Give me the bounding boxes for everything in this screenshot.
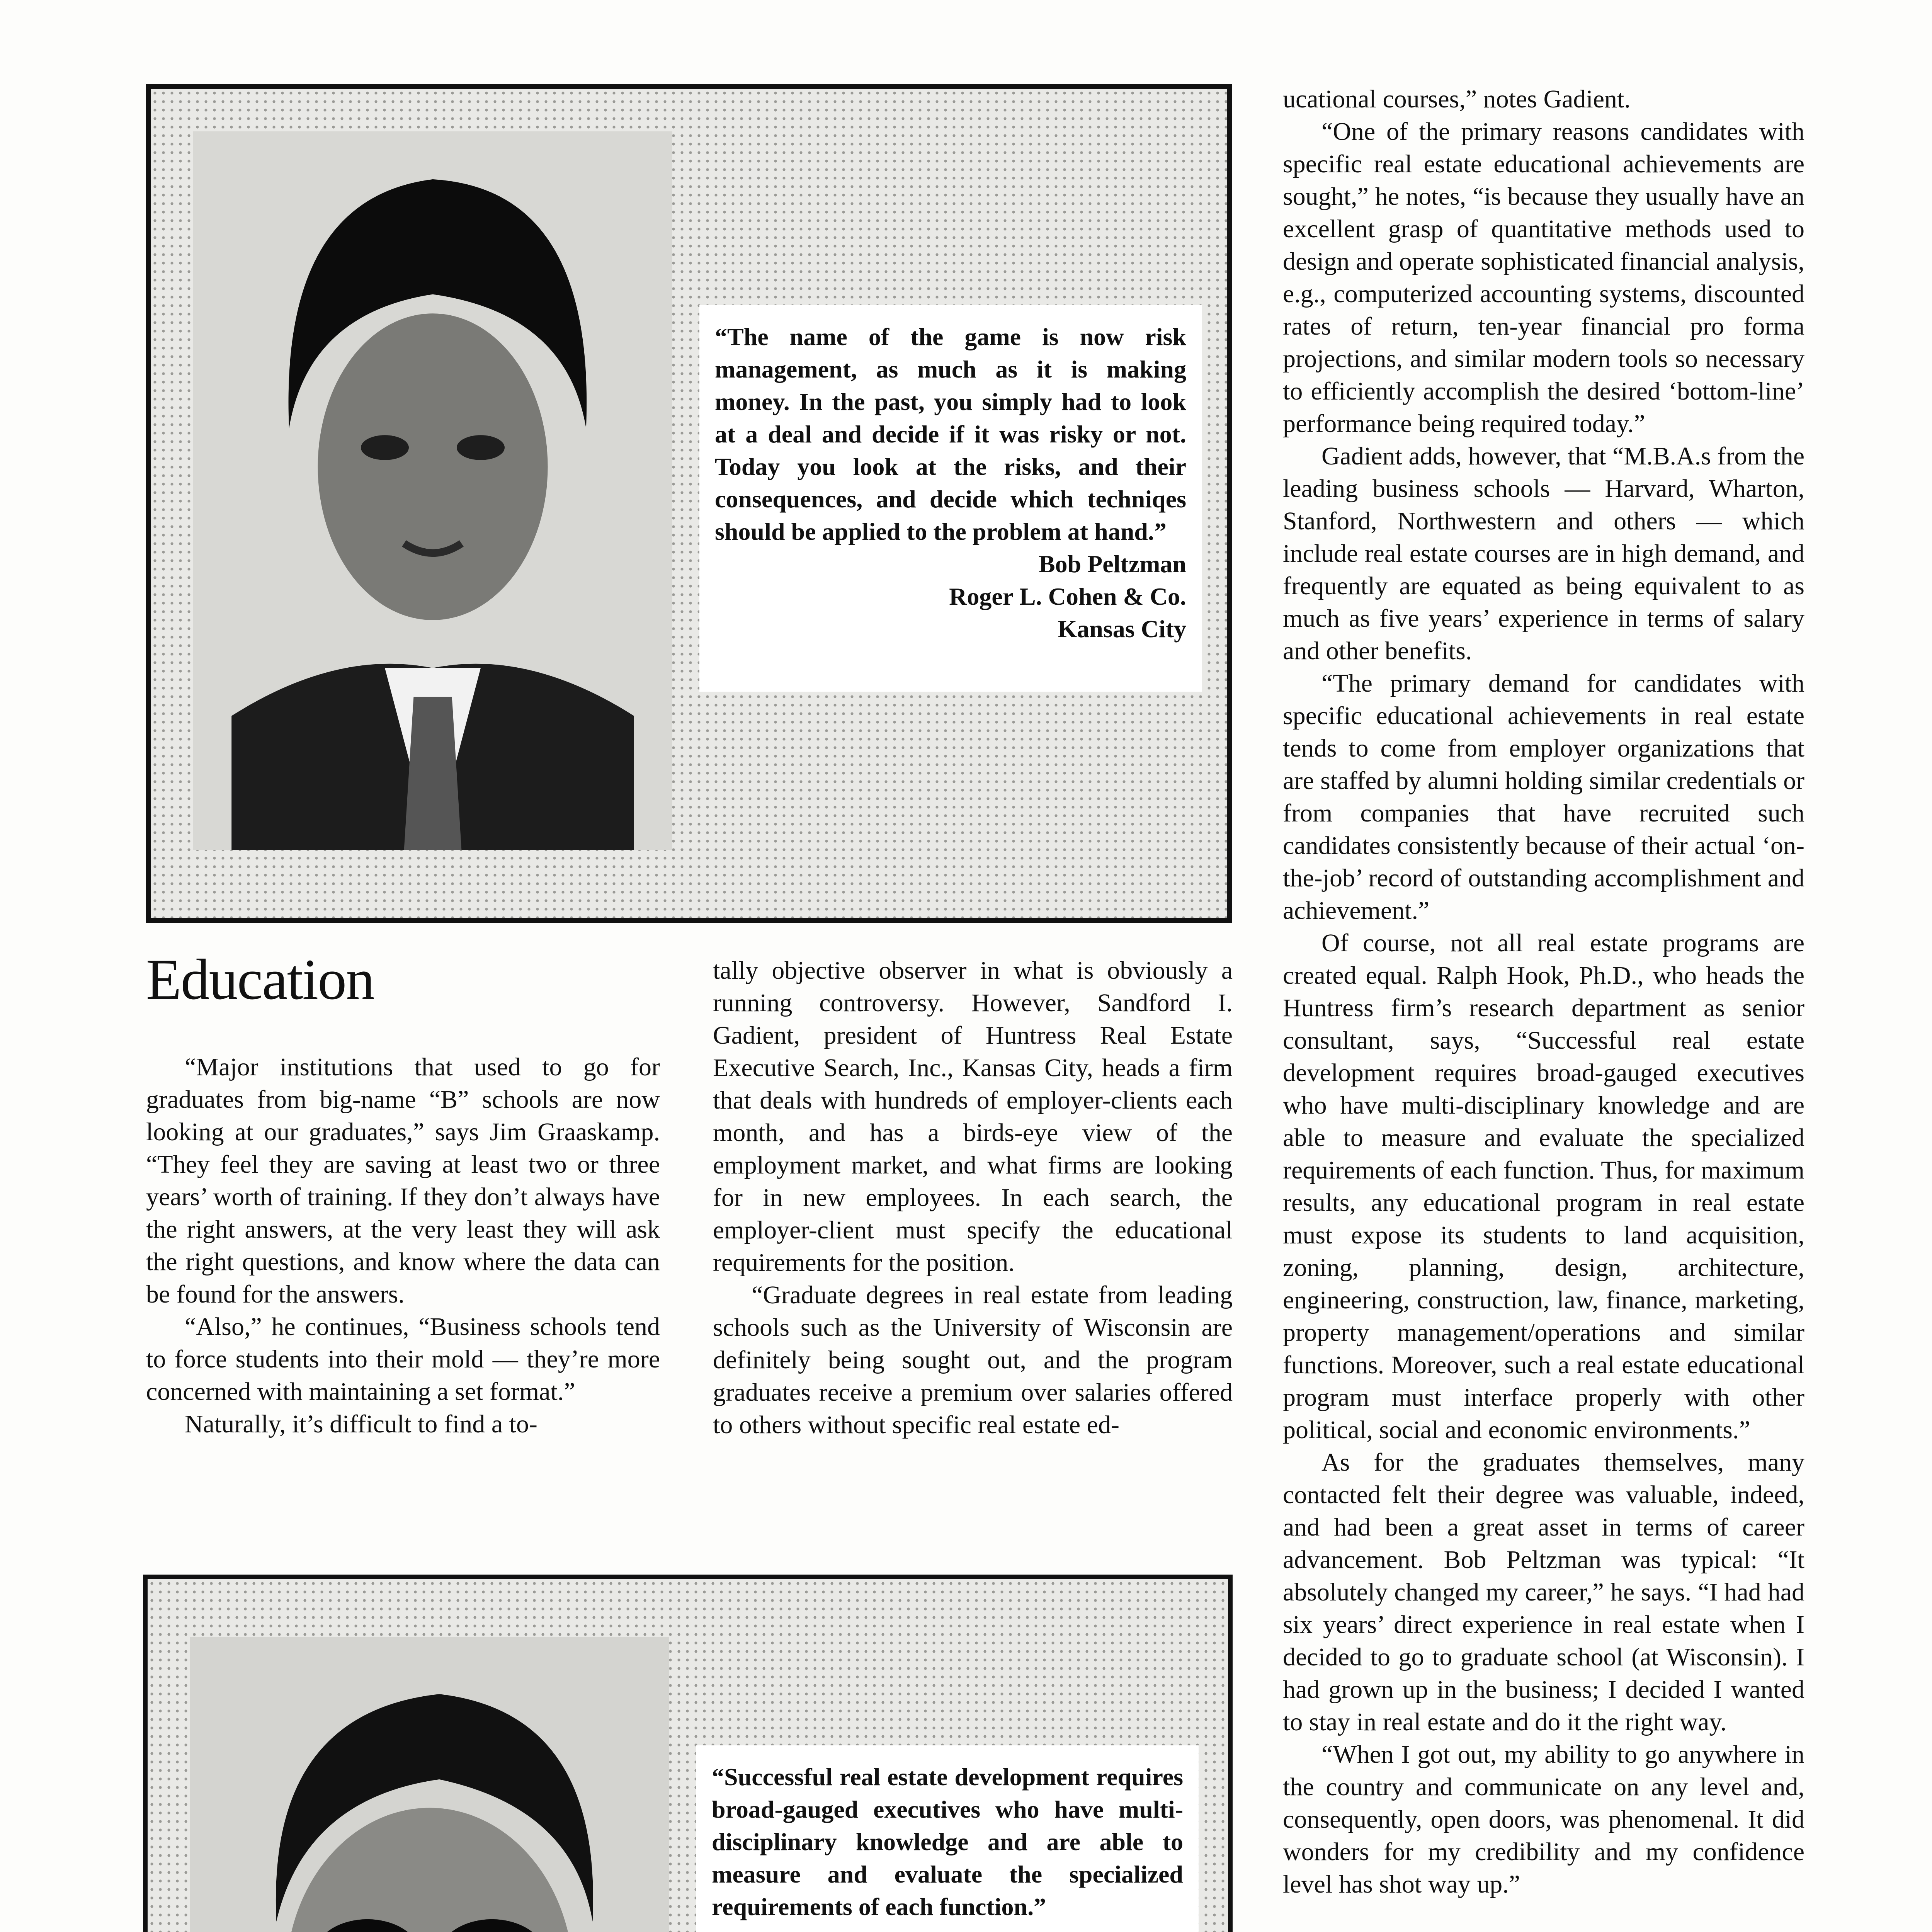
portrait-photo-hook: [190, 1637, 669, 1932]
paragraph: “Major institutions that used to go for graduates from big-name “B” schools are now looking at our graduates,” says Jim Graaskamp. “They feel they are saving at least two or three years’ worth of training. If they don’t always have the right answers, at the very least they will ask the right questions, and know where the data can be found for the answers.: [146, 1053, 660, 1308]
top-photo-box: [146, 84, 1232, 923]
paragraph: “When I got out, my ability to go anywhere in the country and communicate on any level and, consequently, open doors, was phenomenal. It did wonders for my credibility and my confidence level has shot way up.”: [1283, 1740, 1804, 1898]
bottom-photo-box: [143, 1575, 1233, 1932]
article-column-1: [146, 1051, 660, 1440]
portrait-photo-peltzman: [193, 131, 672, 850]
article-column-3: [1283, 83, 1804, 1901]
paragraph: Naturally, it’s difficult to find a to-: [185, 1410, 537, 1438]
paragraph: “The primary demand for candidates with specific educational achievements in real estate tends to come from employer organizations that are staffed by alumni holding similar credentials or from companies that have recruited such candidates consistently because of their actual ‘on-the-job’ record of outstanding accomplishment and achievement.”: [1283, 669, 1804, 925]
quote-text: “The name of the game is now risk management, as much as it is making money. In the past, you simply had to look at a deal and decide if it was risky or not. Today you look at the risks, and their consequences, and decide which techniqes should be applied to the problem at hand.”: [715, 323, 1186, 545]
paragraph: tally objective observer in what is obviously a running controversy. However, Sandford I. Gadient, president of Huntress Real Estate Executive Search, Inc., Kansas City, heads a firm that deals with hundreds of employer-clients each month, and has a birds-eye view of the employment market, and what firms are looking for in new employees. In each search, the employer-client must specify the educational requirements for the position.: [713, 956, 1233, 1277]
paragraph: Gadient adds, however, that “M.B.A.s from the leading business schools — Harvard, Wharton, Stanford, Northwestern and others — which include real estate courses are in high demand, and frequently are equated as being equivalent to as much as five years’ experience in terms of salary and other benefits.: [1283, 442, 1804, 665]
section-heading: Education: [146, 947, 374, 1012]
quote-text: “Successful real estate development requires broad-gauged executives who have multi-disciplinary knowledge and are able to measure and evaluate the specialized requirements of each function.”: [712, 1763, 1183, 1920]
quote-panel-top: [699, 305, 1202, 692]
paragraph: “Also,” he continues, “Business schools tend to force students into their mold — they’re more concerned with maintaining a set format.”: [146, 1313, 660, 1406]
paragraph: As for the graduates themselves, many contacted felt their degree was valuable, indeed, and had been a great asset in terms of career advancement. Bob Peltzman was typical: “It absolutely changed my career,” he says. “I had had six years’ direct experience in real estate when I decided to go to graduate school (at Wisconsin). I had grown up in the business; I decided I wanted to stay in real estate and do it the right way.: [1283, 1448, 1804, 1736]
quote-panel-bottom: [696, 1745, 1199, 1932]
quote-attribution-company: Roger L. Cohen & Co.: [949, 583, 1186, 610]
paragraph: ucational courses,” notes Gadient.: [1283, 85, 1631, 113]
quote-attribution-city: Kansas City: [1058, 615, 1186, 643]
paragraph: Of course, not all real estate programs are created equal. Ralph Hook, Ph.D., who heads the Huntress firm’s research department as senior consultant, says, “Successful real estate development requires broad-gauged executives who have multi-disciplinary knowledge and are able to measure and evaluate the specialized requirements of each function. Thus, for maximum results, any educational program in real estate must expose its students to land acquisition, zoning, planning, design, architecture, engineering, construction, law, finance, marketing, property management/operations and similar functions. Moreover, such a real estate educational program must interface properly with other political, social and economic environments.”: [1283, 929, 1804, 1444]
article-column-2: [713, 954, 1233, 1441]
paragraph: “One of the primary reasons candidates with specific real estate educational achievements are sought,” he notes, “is because they usually have an excellent grasp of quantitative methods used to design and operate sophisticated financial analysis, e.g., computerized accounting systems, discounted rates of return, ten-year financial pro forma projections, and similar modern tools so necessary to efficiently accomplish the desired ‘bottom-line’ performance being required today.”: [1283, 117, 1804, 438]
paragraph: “Graduate degrees in real estate from leading schools such as the University of Wisconsin are definitely being sought out, and the program graduates receive a premium over salaries offered to others without specific real estate ed-: [713, 1281, 1233, 1439]
quote-attribution-name: Bob Peltzman: [1038, 550, 1186, 578]
